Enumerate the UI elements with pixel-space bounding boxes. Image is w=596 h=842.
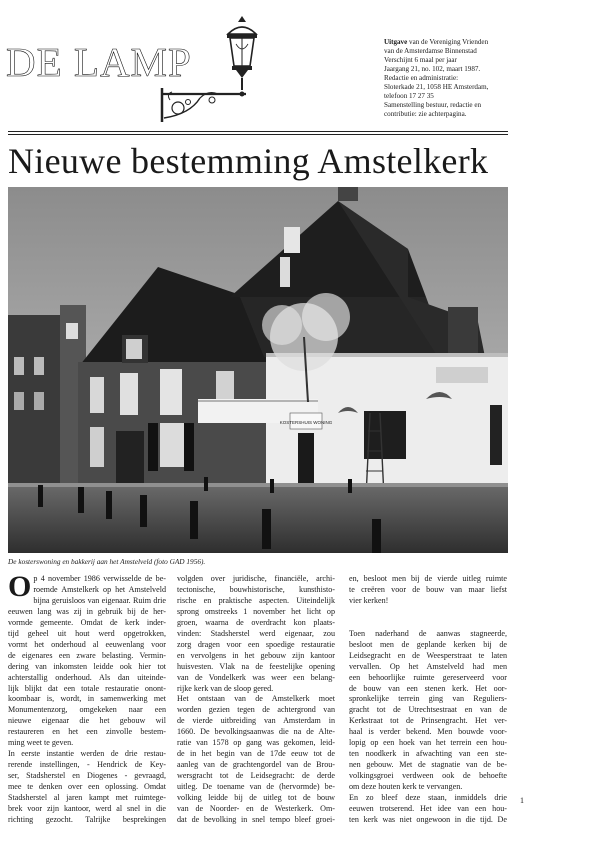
masthead-title: DE LAMP — [6, 39, 192, 85]
text-line: sprong omstreeks 1 november het licht op — [177, 606, 335, 616]
text-line: uitleg. De toename van de (hervormde) be- — [177, 782, 335, 792]
text-line: groen, waarna de overdracht kon plaats- — [177, 617, 335, 627]
text-line: de eigenares een zware belasting. Vermin- — [8, 650, 166, 660]
text-line: lopig op een hoek van het terrein een hou- — [349, 738, 507, 748]
text-line: zorg dragen voor een spoedige restauratie — [177, 639, 335, 649]
text-line: volgden over juridische, financiële, archi- — [177, 574, 335, 583]
text-line: gracht tot de Utrechtsestraat en van de — [349, 705, 507, 715]
info-line: Uitgave van de Vereniging Vrienden — [384, 38, 489, 46]
text-line: vormde gemeente. Omdat de kerk inder- — [8, 617, 166, 627]
text-line: een behoorlijke ruimte gereserveerd voor — [349, 672, 507, 682]
sign-text: KOSTERSHUIS WONING — [279, 420, 333, 425]
text-line: Leidsegracht en de Weesperstraat te laten — [349, 650, 507, 660]
text-line: 1660. De bevolkingsaanwas die na de Alte- — [177, 727, 335, 737]
text-line: rerende instellingen, - Hendrick de Key- — [8, 760, 166, 770]
masthead-rule — [8, 131, 508, 132]
dropcap: O — [8, 570, 32, 603]
text-line: Monumentenzorg, omgekeken naar een — [8, 705, 166, 715]
text-line: brek voor zijn kantoor, werd al snel in die — [8, 804, 166, 814]
info-line: Verschijnt 6 maal per jaar — [384, 56, 457, 64]
text-line: vormt het onderhoud al eeuwenlang voor — [8, 639, 166, 649]
text-line: eeuwen lang was zij in gebruik bij de her- — [8, 606, 166, 616]
text-line: worden gezien tegen de achtergrond van — [177, 705, 335, 715]
text-line — [349, 607, 507, 618]
text-line — [349, 618, 507, 629]
text-line: haal is verder bekend. Men bouwde voor- — [349, 727, 507, 737]
info-line: contributie: zie achterpagina. — [384, 110, 467, 118]
text-line: vinden: Stadsherstel werd eigenaar, zou — [177, 628, 335, 638]
text-line: rijke kerk van de sloop gered. — [177, 683, 274, 693]
text-line: mee te denken over een oplossing. Omdat — [8, 782, 166, 792]
text-line: tijd geheel uit hout werd opgetrokken, — [8, 628, 166, 638]
masthead-rule — [8, 134, 508, 135]
text-line: om deze houten kerk te vervangen. — [349, 782, 463, 792]
text-line: vier kerken! — [349, 595, 389, 605]
article-column-3 — [349, 574, 507, 826]
text-line: Kerkstraat tot de Prinsengracht. Het ver- — [349, 716, 507, 726]
text-line: en, besloot men bij de vierde uitleg ruimte — [349, 574, 507, 583]
photo-caption: De kosterswoning en bakkerij aan het Amstelveld (foto GAD 1956). — [8, 557, 206, 566]
text-line: spronkelijke terrein ging van Reguliers- — [349, 694, 507, 704]
text-line: dering van inkomsten leidde ook hier tot — [8, 661, 166, 671]
text-line: aanleg van de grachtengordel van de Brou- — [177, 760, 335, 770]
info-line: telefoon 17 27 35 — [384, 92, 434, 100]
text-line: rische en praktische aspecten. Uiteindelijk — [177, 595, 335, 605]
article-column-1 — [8, 570, 166, 826]
publication-info — [384, 38, 589, 119]
text-line: Toen naderhand de aanwas stagneerde, — [349, 628, 507, 638]
text-line: wersgracht tot de Leidsegracht: de derde — [177, 771, 335, 781]
amstelkerk-photo — [8, 187, 508, 553]
text-line: en vervolgens in het gebouw zijn kantoor — [177, 650, 335, 660]
text-line: nen gebouw. Met de stagnatie van de be- — [349, 760, 507, 770]
text-line: te creëren voor de bouw van maar liefst — [349, 584, 507, 594]
info-line: Redactie en administratie: — [384, 74, 459, 82]
text-line: restaureren en het een zinvolle bestem- — [8, 727, 166, 737]
text-line: Het ontstaan van de Amstelkerk moet — [177, 694, 335, 704]
text-line: ser, Stadsherstel en Diogenes - gevraagd, — [8, 771, 166, 781]
text-line: van de Vondelkerk was weer een belang- — [177, 672, 335, 682]
text-line: ten noodkerk in afwachting van een ste- — [349, 749, 507, 759]
text-line: besloot men de geplande kerken bij de — [349, 639, 507, 649]
text-line: In eerste instantie werden de drie restau- — [8, 749, 166, 759]
text-line: volkingsgroei verdween ook de behoefte — [349, 771, 507, 781]
text-line: eeuwen trotserend. Het idee van een hou- — [349, 804, 507, 814]
text-line: de bouw van een stenen kerk. Het oor- — [349, 683, 507, 693]
article-headline: Nieuwe bestemming Amstelkerk — [8, 141, 489, 181]
text-line: de vierde uitbreiding van Amsterdam in — [177, 716, 335, 726]
text-line: nieuwe eigenaar die het gebouw wil — [8, 716, 166, 726]
info-line: Sloterkade 21, 1058 HE Amsterdam, — [384, 83, 489, 91]
text-line: bijna geruisloos van eigenaar. Ruim drie — [33, 595, 166, 605]
text-line: dat de bevolking in snel tempo bleef groei- — [177, 814, 335, 824]
text-line: lijk blijkt dat een totale restauratie onont- — [8, 683, 166, 693]
text-line: vervallen. Op het Amstelveld had men — [349, 661, 507, 671]
text-line: van de Noorder- en de Westerkerk. Om- — [177, 804, 335, 814]
street-lamp-logo — [160, 14, 270, 126]
text-line: koombaar is, wordt, in samenwerking met — [8, 694, 166, 704]
text-line: ten kerk was niet ongewoon in die tijd. De — [349, 814, 507, 824]
text-line: roemde Amstelkerk op het Amstelveld — [33, 584, 166, 594]
text-line: volking leidde bij de uitleg tot de bouw — [177, 793, 335, 803]
text-line: tectonische, bouwhistorische, kunsthisto- — [177, 584, 335, 594]
text-line: ming weet te geven. — [8, 738, 74, 748]
text-line: richting gezocht. Talrijke besprekingen — [8, 814, 166, 824]
text-line: ratie van 1578 op gang was gekomen, leid- — [177, 738, 335, 748]
text-line: p 4 november 1986 verwisselde de be- — [33, 574, 166, 583]
text-line: En zo bleef deze staan, inmiddels drie — [349, 793, 507, 803]
page-number: 1 — [520, 796, 524, 805]
text-line: huisvesten. Vlak na de feestelijke opening — [177, 661, 335, 671]
info-line: Jaargang 21, no. 102, maart 1987. — [384, 65, 481, 73]
article-column-2 — [177, 574, 335, 826]
info-line: Samenstelling bestuur, redactie en — [384, 101, 482, 109]
text-line: achterstallig onderhoud. Als dan uiteinde- — [8, 672, 166, 682]
info-line: van de Amsterdamse Binnenstad — [384, 47, 477, 55]
text-line: Stadsherstel al jaren kampt met ruimtege- — [8, 793, 166, 803]
text-line: de in het begin van de 17de eeuw tot de — [177, 749, 335, 759]
